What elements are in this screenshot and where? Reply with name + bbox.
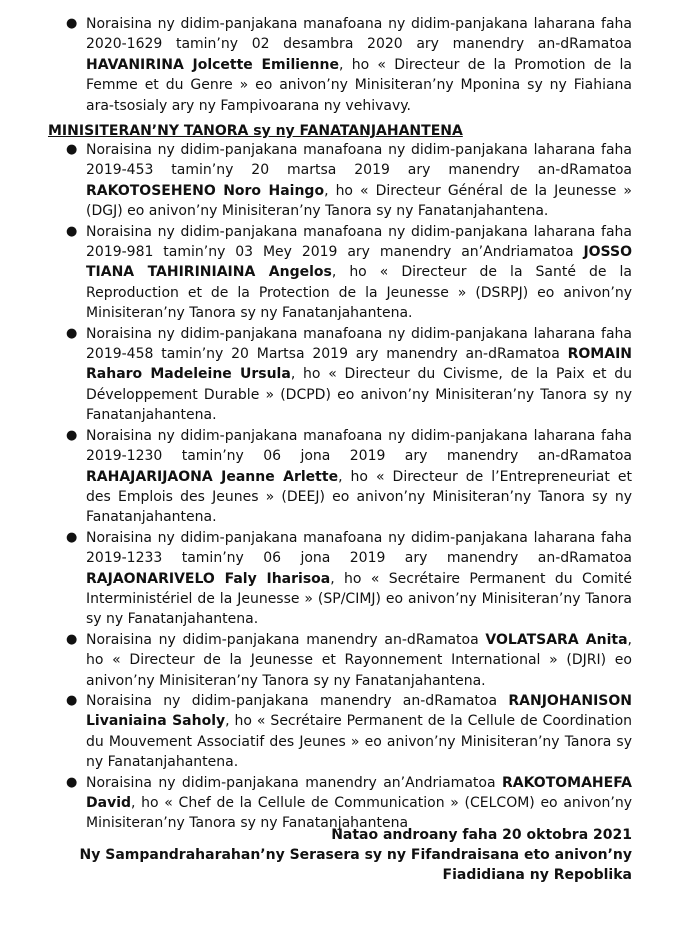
item-text: , ho « Directeur de la Jeunesse et Rayonnement International » (DJRI) eo anivon’ny Minisiteran’ny Tanora sy ny Fanatanjahantena. bbox=[86, 631, 632, 689]
section-title: MINISITERAN’NY TANORA sy ny FANATANJAHANTENA bbox=[48, 123, 463, 139]
bullet-icon: ● bbox=[66, 631, 78, 647]
item-text: , ho « Secrétaire Permanent de la Cellule de Coordination du Mouvement Associatif des Jeunes » eo anivon’ny Minisiteran’ny Tanora sy ny Fanatanjahantena. bbox=[86, 713, 633, 771]
list-item bbox=[0, 140, 678, 222]
ministry-appointments-list bbox=[0, 140, 678, 834]
bullet-icon: ● bbox=[66, 16, 78, 31]
signature-date: Natao androany faha 20 oktobra 2021 bbox=[331, 827, 632, 843]
previous-ministry-list bbox=[0, 14, 678, 116]
signature-office: Ny Sampandraharahan’ny Serasera sy ny Fifandraisana eto anivon’ny bbox=[79, 847, 632, 863]
list-item bbox=[0, 222, 678, 324]
bullet-icon: ● bbox=[66, 427, 78, 443]
appointee-name: RAHAJARIJAONA Jeanne Arlette bbox=[86, 468, 339, 485]
appointee-name: RAKOTOMAHEFA David bbox=[86, 774, 632, 811]
appointee-name: JOSSO TIANA TAHIRINIAINA Angelos bbox=[86, 244, 632, 281]
list-item bbox=[0, 630, 678, 691]
item-text: Noraisina ny didim-panjakana manafoana ny didim-panjakana laharana faha 2019-981 tamin’ny 03 Mey 2019 ary manendry an’Andriamatoa bbox=[86, 223, 632, 261]
item-text: Noraisina ny didim-panjakana manafoana ny didim-panjakana laharana faha 2019-453 tamin’ny 20 martsa 2019 ary manendry an-dRamatoa bbox=[86, 142, 632, 179]
item-text: Noraisina ny didim-panjakana manendry an’Andriamatoa bbox=[86, 774, 502, 791]
item-text: Noraisina ny didim-panjakana manafoana ny didim-panjakana laharana faha 2019-458 tamin’ny 20 Martsa 2019 ary manendry an-dRamatoa bbox=[86, 325, 632, 363]
item-text: Noraisina ny didim-panjakana manafoana ny didim-panjakana laharana faha 2019-1230 tamin’ny 06 jona 2019 ary manendry an-dRamatoa bbox=[86, 427, 632, 465]
bullet-icon: ● bbox=[66, 142, 78, 157]
bullet-icon: ● bbox=[66, 529, 78, 545]
appointee-name: VOLATSARA Anita bbox=[485, 631, 628, 648]
appointee-name: RANJOHANISON Livaniaina Saholy bbox=[86, 692, 632, 730]
bullet-icon: ● bbox=[66, 692, 78, 708]
bullet-icon: ● bbox=[66, 325, 78, 341]
item-text: Noraisina ny didim-panjakana manendry an-dRamatoa bbox=[86, 631, 486, 648]
item-text: , ho « Directeur du Civisme, de la Paix et du Développement Durable » (DCPD) eo anivon’ny Minisiteran’ny Tanora sy ny Fanatanjahantena. bbox=[86, 366, 633, 424]
item-text: Noraisina ny didim-panjakana manendry an-dRamatoa bbox=[86, 692, 509, 709]
item-text: , ho « Chef de la Cellule de Communication » (CELCOM) eo anivon’ny Minisiteran’ny Tanora sy ny Fanatanjahantena bbox=[86, 795, 632, 832]
list-item bbox=[0, 324, 678, 426]
item-text: , ho « Directeur de la Promotion de la Femme et du Genre » eo anivon’ny Minisiteran’ny Mponina sy ny Fiahiana ara-tsosialy ary ny Fampivoarana ny vehivavy. bbox=[86, 56, 632, 114]
list-item bbox=[0, 528, 678, 630]
item-text: , ho « Directeur de la Santé de la Reproduction et de la Protection de la Jeunesse » (DSRPJ) eo anivon’ny Minisiteran’ny Tanora sy ny Fanatanjahantena. bbox=[86, 264, 632, 322]
appointee-name: RAJAONARIVELO Faly Iharisoa bbox=[86, 570, 331, 587]
appointee-name: ROMAIN Raharo Madeleine Ursula bbox=[86, 346, 632, 383]
item-text: , ho « Directeur Général de la Jeunesse » (DGJ) eo anivon’ny Minisiteran’ny Tanora sy ny Fanatanjahantena. bbox=[86, 182, 632, 220]
item-text: , ho « Secrétaire Permanent du Comité Interministériel de la Jeunesse » (SP/CIMJ) eo anivon’ny Minisiteran’ny Tanora sy ny Fanatanjahantena. bbox=[86, 570, 632, 628]
appointee-name: RAKOTOSEHENO Noro Haingo bbox=[86, 182, 325, 199]
signature-block bbox=[80, 825, 632, 885]
list-item bbox=[0, 14, 678, 116]
signature-office-cont: Fiadidiana ny Repoblika bbox=[442, 867, 632, 883]
appointee-name: HAVANIRINA Jolcette Emilienne bbox=[86, 56, 339, 73]
item-text: , ho « Directeur de l’Entrepreneuriat et des Emplois des Jeunes » (DEEJ) eo anivon’ny Minisiteran’ny Tanora sy ny Fanatanjahantena. bbox=[86, 468, 632, 526]
bullet-icon: ● bbox=[66, 223, 78, 239]
list-item bbox=[0, 426, 678, 528]
item-text: Noraisina ny didim-panjakana manafoana ny didim-panjakana laharana faha 2020-1629 tamin’ny 02 desambra 2020 ary manendry an-dRamatoa bbox=[86, 16, 632, 53]
item-text: Noraisina ny didim-panjakana manafoana ny didim-panjakana laharana faha 2019-1233 tamin’ny 06 jona 2019 ary manendry an-dRamatoa bbox=[86, 529, 632, 567]
list-item bbox=[0, 691, 678, 773]
bullet-icon: ● bbox=[66, 774, 78, 790]
